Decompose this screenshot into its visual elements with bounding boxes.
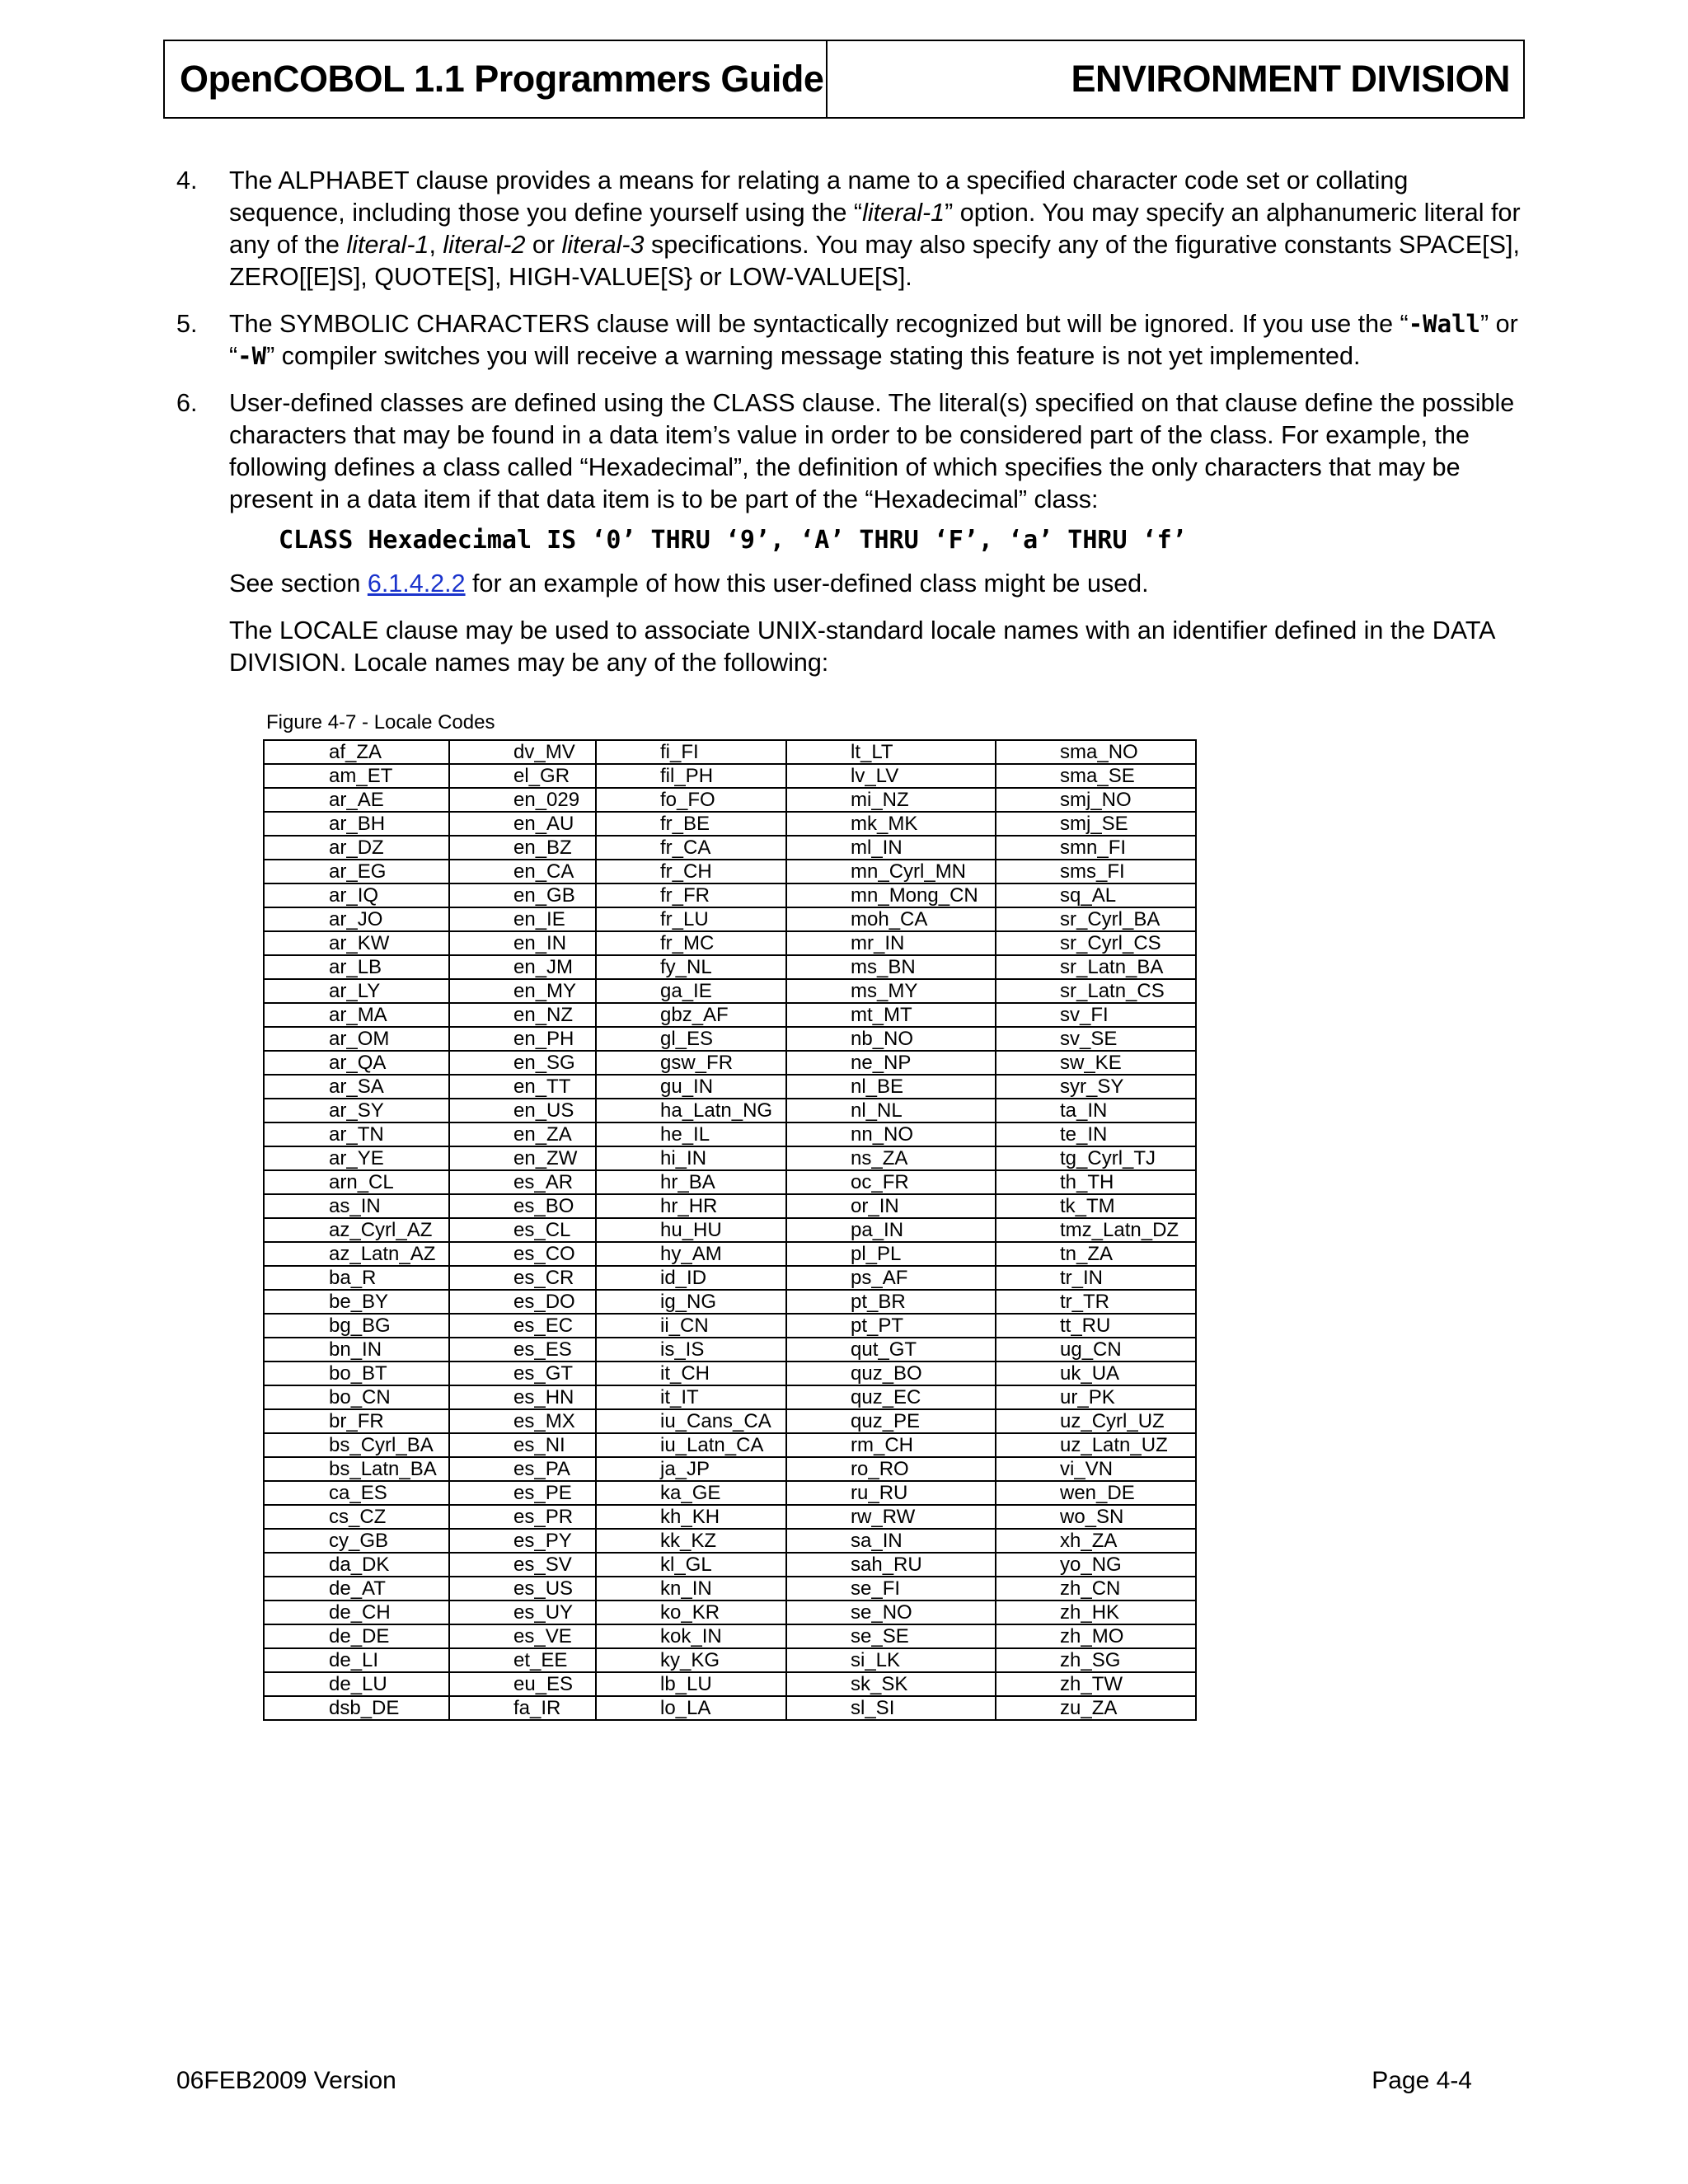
locale-code-cell: sk_SK: [786, 1672, 996, 1696]
table-row: [264, 836, 1196, 860]
locale-code-cell: en_SG: [449, 1051, 596, 1075]
locale-code-cell: en_CA: [449, 860, 596, 883]
locale-codes-table: [263, 739, 1197, 1721]
locale-code-cell: de_DE: [264, 1624, 449, 1648]
locale-code-cell: et_EE: [449, 1648, 596, 1672]
locale-code-cell: ar_SY: [264, 1099, 449, 1122]
locale-code-cell: be_BY: [264, 1290, 449, 1314]
locale-code-cell: lb_LU: [596, 1672, 786, 1696]
locale-code-cell: bn_IN: [264, 1338, 449, 1361]
locale-code-cell: ha_Latn_NG: [596, 1099, 786, 1122]
locale-code-cell: el_GR: [449, 764, 596, 788]
locale-code-cell: sv_SE: [996, 1027, 1196, 1051]
text-run: The SYMBOLIC CHARACTERS clause will be syntactically recognized but will be ignored. If you use the “: [229, 310, 1409, 338]
locale-code-cell: en_ZW: [449, 1146, 596, 1170]
locale-code-cell: zh_MO: [996, 1624, 1196, 1648]
table-row: [264, 1170, 1196, 1194]
locale-code-cell: bs_Cyrl_BA: [264, 1433, 449, 1457]
locale-code-cell: or_IN: [786, 1194, 996, 1218]
list-number: 6.: [176, 389, 198, 417]
locale-code-cell: dsb_DE: [264, 1696, 449, 1720]
table-row: [264, 1338, 1196, 1361]
locale-code-cell: en_JM: [449, 955, 596, 979]
body-text: [176, 165, 1528, 694]
locale-code-cell: mi_NZ: [786, 788, 996, 812]
locale-code-cell: sa_IN: [786, 1529, 996, 1553]
code-switch: -Wall: [1408, 310, 1481, 338]
locale-code-cell: az_Latn_AZ: [264, 1242, 449, 1266]
text-run: The ALPHABET clause provides a means for relating a name to a specified character code set or collating sequence, including those you define yourself using the “: [229, 166, 1409, 227]
locale-code-cell: es_BO: [449, 1194, 596, 1218]
code-switch: -W: [237, 342, 267, 370]
locale-code-cell: gu_IN: [596, 1075, 786, 1099]
locale-code-cell: hu_HU: [596, 1218, 786, 1242]
table-row: [264, 1672, 1196, 1696]
locale-code-cell: es_EC: [449, 1314, 596, 1338]
list-text: [229, 308, 1528, 373]
locale-code-cell: tt_RU: [996, 1314, 1196, 1338]
locale-paragraph: The LOCALE clause may be used to associate UNIX-standard locale names with an identifier defined in the DATA DIVISION. Locale names may be any of the following:: [229, 616, 1494, 677]
locale-code-cell: en_PH: [449, 1027, 596, 1051]
locale-code-cell: fr_FR: [596, 883, 786, 907]
locale-code-cell: hy_AM: [596, 1242, 786, 1266]
locale-code-cell: es_CR: [449, 1266, 596, 1290]
table-row: [264, 1314, 1196, 1338]
locale-code-cell: uk_UA: [996, 1361, 1196, 1385]
locale-code-cell: lv_LV: [786, 764, 996, 788]
locale-code-cell: ka_GE: [596, 1481, 786, 1505]
locale-code-cell: pl_PL: [786, 1242, 996, 1266]
locale-code-cell: smn_FI: [996, 836, 1196, 860]
locale-code-cell: ja_JP: [596, 1457, 786, 1481]
locale-code-cell: ar_SA: [264, 1075, 449, 1099]
italic-term: literal-3: [561, 231, 645, 259]
locale-code-cell: ps_AF: [786, 1266, 996, 1290]
table-row: [264, 1553, 1196, 1577]
locale-code-cell: zu_ZA: [996, 1696, 1196, 1720]
locale-code-cell: te_IN: [996, 1122, 1196, 1146]
locale-code-cell: vi_VN: [996, 1457, 1196, 1481]
table-row: [264, 1194, 1196, 1218]
locale-code-cell: nl_NL: [786, 1099, 996, 1122]
locale-code-cell: lt_LT: [786, 740, 996, 764]
locale-code-cell: kn_IN: [596, 1577, 786, 1601]
locale-code-cell: he_IL: [596, 1122, 786, 1146]
table-row: [264, 1361, 1196, 1385]
locale-code-cell: moh_CA: [786, 907, 996, 931]
table-row: [264, 812, 1196, 836]
table-row: [264, 1457, 1196, 1481]
locale-code-cell: ms_BN: [786, 955, 996, 979]
locale-code-cell: rm_CH: [786, 1433, 996, 1457]
locale-code-cell: quz_PE: [786, 1409, 996, 1433]
page-header: [163, 40, 1525, 119]
locale-code-cell: iu_Cans_CA: [596, 1409, 786, 1433]
locale-code-cell: mn_Mong_CN: [786, 883, 996, 907]
table-row: [264, 955, 1196, 979]
table-row: [264, 907, 1196, 931]
table-row: [264, 1385, 1196, 1409]
locale-code-cell: ii_CN: [596, 1314, 786, 1338]
locale-code-cell: da_DK: [264, 1553, 449, 1577]
locale-code-cell: af_ZA: [264, 740, 449, 764]
locale-code-cell: dv_MV: [449, 740, 596, 764]
locale-code-cell: en_TT: [449, 1075, 596, 1099]
locale-code-cell: mr_IN: [786, 931, 996, 955]
locale-code-cell: ar_JO: [264, 907, 449, 931]
locale-code-cell: hi_IN: [596, 1146, 786, 1170]
locale-code-cell: smj_NO: [996, 788, 1196, 812]
locale-code-cell: ar_LY: [264, 979, 449, 1003]
locale-code-cell: tr_IN: [996, 1266, 1196, 1290]
locale-code-cell: xh_ZA: [996, 1529, 1196, 1553]
table-row: [264, 1577, 1196, 1601]
locale-code-cell: arn_CL: [264, 1170, 449, 1194]
locale-code-cell: sms_FI: [996, 860, 1196, 883]
locale-table-body: [264, 740, 1196, 1720]
locale-code-cell: ko_KR: [596, 1601, 786, 1624]
locale-code-cell: se_SE: [786, 1624, 996, 1648]
locale-code-cell: kok_IN: [596, 1624, 786, 1648]
locale-code-cell: id_ID: [596, 1266, 786, 1290]
locale-code-cell: sr_Latn_CS: [996, 979, 1196, 1003]
locale-code-cell: cy_GB: [264, 1529, 449, 1553]
locale-code-cell: gl_ES: [596, 1027, 786, 1051]
list-text: [229, 165, 1528, 293]
locale-code-cell: ar_TN: [264, 1122, 449, 1146]
locale-code-cell: es_MX: [449, 1409, 596, 1433]
locale-code-cell: ns_ZA: [786, 1146, 996, 1170]
locale-code-cell: az_Cyrl_AZ: [264, 1218, 449, 1242]
locale-code-cell: uz_Latn_UZ: [996, 1433, 1196, 1457]
locale-code-cell: ml_IN: [786, 836, 996, 860]
locale-code-cell: as_IN: [264, 1194, 449, 1218]
footer-version: 06FEB2009 Version: [176, 2067, 396, 2094]
locale-code-cell: es_GT: [449, 1361, 596, 1385]
table-row: [264, 1529, 1196, 1553]
locale-code-cell: es_PA: [449, 1457, 596, 1481]
locale-code-cell: ca_ES: [264, 1481, 449, 1505]
locale-code-cell: se_FI: [786, 1577, 996, 1601]
see-section-paragraph: [229, 568, 1528, 600]
list-item-4: [176, 165, 1528, 293]
table-row: [264, 1505, 1196, 1529]
locale-code-cell: quz_BO: [786, 1361, 996, 1385]
locale-code-cell: ar_BH: [264, 812, 449, 836]
text-run: See section: [229, 569, 368, 598]
code-example: CLASS Hexadecimal IS ‘0’ THRU ‘9’, ‘A’ THRU ‘F’, ‘a’ THRU ‘f’: [279, 526, 1187, 555]
locale-code-cell: hr_HR: [596, 1194, 786, 1218]
locale-code-cell: kk_KZ: [596, 1529, 786, 1553]
locale-code-cell: mt_MT: [786, 1003, 996, 1027]
locale-code-cell: en_MY: [449, 979, 596, 1003]
locale-code-cell: de_AT: [264, 1577, 449, 1601]
locale-code-cell: nl_BE: [786, 1075, 996, 1099]
locale-code-cell: ro_RO: [786, 1457, 996, 1481]
locale-code-cell: sma_SE: [996, 764, 1196, 788]
locale-code-cell: fa_IR: [449, 1696, 596, 1720]
locale-code-cell: es_UY: [449, 1601, 596, 1624]
locale-code-cell: es_NI: [449, 1433, 596, 1457]
locale-code-cell: ky_KG: [596, 1648, 786, 1672]
locale-code-cell: fy_NL: [596, 955, 786, 979]
locale-code-cell: fr_LU: [596, 907, 786, 931]
footer-page-number: Page 4-4: [1372, 2067, 1472, 2094]
locale-code-cell: zh_CN: [996, 1577, 1196, 1601]
locale-code-cell: fil_PH: [596, 764, 786, 788]
locale-code-cell: fr_MC: [596, 931, 786, 955]
locale-code-cell: fr_CA: [596, 836, 786, 860]
locale-code-cell: qut_GT: [786, 1338, 996, 1361]
table-row: [264, 1290, 1196, 1314]
locale-code-cell: fi_FI: [596, 740, 786, 764]
locale-code-cell: it_IT: [596, 1385, 786, 1409]
section-link[interactable]: 6.1.4.2.2: [367, 569, 466, 598]
list-item-6: [176, 387, 1528, 516]
locale-code-cell: quz_EC: [786, 1385, 996, 1409]
locale-code-cell: mk_MK: [786, 812, 996, 836]
table-row: [264, 883, 1196, 907]
locale-code-cell: nn_NO: [786, 1122, 996, 1146]
locale-code-cell: sma_NO: [996, 740, 1196, 764]
locale-code-cell: gbz_AF: [596, 1003, 786, 1027]
locale-code-cell: si_LK: [786, 1648, 996, 1672]
locale-code-cell: ar_EG: [264, 860, 449, 883]
locale-code-cell: smj_SE: [996, 812, 1196, 836]
locale-code-cell: nb_NO: [786, 1027, 996, 1051]
locale-code-cell: en_AU: [449, 812, 596, 836]
italic-term: literal-2: [443, 231, 526, 259]
locale-code-cell: oc_FR: [786, 1170, 996, 1194]
table-row: [264, 1146, 1196, 1170]
locale-code-cell: ar_KW: [264, 931, 449, 955]
locale-code-cell: en_ZA: [449, 1122, 596, 1146]
locale-code-cell: en_BZ: [449, 836, 596, 860]
table-row: [264, 1122, 1196, 1146]
text-run: for an example of how this user-defined class might be used.: [465, 569, 1149, 598]
locale-code-cell: ug_CN: [996, 1338, 1196, 1361]
locale-code-cell: sr_Cyrl_CS: [996, 931, 1196, 955]
locale-code-cell: ar_DZ: [264, 836, 449, 860]
locale-code-cell: ar_IQ: [264, 883, 449, 907]
locale-code-cell: es_AR: [449, 1170, 596, 1194]
locale-code-cell: wen_DE: [996, 1481, 1196, 1505]
locale-code-cell: de_CH: [264, 1601, 449, 1624]
table-row: [264, 1409, 1196, 1433]
table-row: [264, 1242, 1196, 1266]
locale-code-cell: rw_RW: [786, 1505, 996, 1529]
locale-code-cell: kl_GL: [596, 1553, 786, 1577]
locale-code-cell: tn_ZA: [996, 1242, 1196, 1266]
locale-code-cell: bs_Latn_BA: [264, 1457, 449, 1481]
locale-code-cell: cs_CZ: [264, 1505, 449, 1529]
locale-code-cell: ar_YE: [264, 1146, 449, 1170]
table-row: [264, 979, 1196, 1003]
locale-code-cell: ms_MY: [786, 979, 996, 1003]
locale-code-cell: tr_TR: [996, 1290, 1196, 1314]
table-row: [264, 1099, 1196, 1122]
table-row: [264, 931, 1196, 955]
section-title: ENVIRONMENT DIVISION: [1071, 58, 1510, 100]
locale-code-cell: mn_Cyrl_MN: [786, 860, 996, 883]
locale-code-cell: syr_SY: [996, 1075, 1196, 1099]
locale-code-cell: pa_IN: [786, 1218, 996, 1242]
locale-code-cell: zh_TW: [996, 1672, 1196, 1696]
locale-code-cell: zh_SG: [996, 1648, 1196, 1672]
locale-code-cell: se_NO: [786, 1601, 996, 1624]
locale-code-cell: br_FR: [264, 1409, 449, 1433]
locale-code-cell: es_CL: [449, 1218, 596, 1242]
list-text: User-defined classes are defined using the CLASS clause. The literal(s) specified on that clause define the possible characters that may be found in a data item’s value in order to be considered part of the class. For example, the following defines a class called “Hexadecimal”, the definition of which specifies the only characters that may be present in a data item if that data item is to be part of the “Hexadecimal” class:: [229, 389, 1515, 513]
locale-code-cell: is_IS: [596, 1338, 786, 1361]
locale-code-cell: tg_Cyrl_TJ: [996, 1146, 1196, 1170]
locale-code-cell: es_PY: [449, 1529, 596, 1553]
locale-code-cell: th_TH: [996, 1170, 1196, 1194]
locale-code-cell: uz_Cyrl_UZ: [996, 1409, 1196, 1433]
table-row: [264, 1266, 1196, 1290]
locale-code-cell: ru_RU: [786, 1481, 996, 1505]
text-run: specifications. You may also specify any of the figurative constants SPACE[S], ZERO[[E]S], QUOTE[S], HIGH-VALUE[S} or LOW-VALUE[S].: [229, 231, 1520, 291]
italic-term: literal-1: [346, 231, 429, 259]
locale-code-cell: ar_OM: [264, 1027, 449, 1051]
locale-code-cell: bo_CN: [264, 1385, 449, 1409]
text-run: ” compiler switches you will receive a warning message stating this feature is not yet implemented.: [266, 342, 1361, 370]
locale-code-cell: sw_KE: [996, 1051, 1196, 1075]
locale-code-cell: iu_Latn_CA: [596, 1433, 786, 1457]
table-row: [264, 1648, 1196, 1672]
table-row: [264, 1027, 1196, 1051]
locale-code-cell: lo_LA: [596, 1696, 786, 1720]
locale-code-cell: pt_BR: [786, 1290, 996, 1314]
locale-code-cell: fr_CH: [596, 860, 786, 883]
locale-code-cell: tmz_Latn_DZ: [996, 1218, 1196, 1242]
table-row: [264, 1624, 1196, 1648]
locale-code-cell: ar_QA: [264, 1051, 449, 1075]
locale-code-cell: ne_NP: [786, 1051, 996, 1075]
locale-code-cell: en_GB: [449, 883, 596, 907]
text-run: ” option. You may specify an alphanumeric literal for any of the: [229, 199, 1521, 259]
locale-code-cell: en_IN: [449, 931, 596, 955]
locale-code-cell: sr_Cyrl_BA: [996, 907, 1196, 931]
locale-code-cell: es_VE: [449, 1624, 596, 1648]
table-row: [264, 1481, 1196, 1505]
table-row: [264, 1003, 1196, 1027]
text-run: ” or “: [229, 310, 1518, 370]
table-row: [264, 1433, 1196, 1457]
table-row: [264, 1696, 1196, 1720]
locale-code-cell: de_LI: [264, 1648, 449, 1672]
locale-code-cell: sl_SI: [786, 1696, 996, 1720]
locale-code-cell: es_DO: [449, 1290, 596, 1314]
figure-caption: Figure 4-7 - Locale Codes: [266, 711, 495, 733]
locale-code-cell: zh_HK: [996, 1601, 1196, 1624]
locale-code-cell: am_ET: [264, 764, 449, 788]
locale-code-cell: yo_NG: [996, 1553, 1196, 1577]
table-row: [264, 860, 1196, 883]
locale-code-cell: es_ES: [449, 1338, 596, 1361]
locale-code-cell: sq_AL: [996, 883, 1196, 907]
locale-code-cell: de_LU: [264, 1672, 449, 1696]
locale-code-cell: en_NZ: [449, 1003, 596, 1027]
document-title: OpenCOBOL 1.1 Programmers Guide: [165, 41, 828, 117]
locale-code-cell: sv_FI: [996, 1003, 1196, 1027]
table-row: [264, 1218, 1196, 1242]
locale-code-cell: sah_RU: [786, 1553, 996, 1577]
italic-term: literal-1: [862, 199, 945, 227]
locale-code-cell: bg_BG: [264, 1314, 449, 1338]
locale-code-cell: en_029: [449, 788, 596, 812]
list-number: 5.: [176, 310, 198, 338]
locale-code-cell: hr_BA: [596, 1170, 786, 1194]
locale-code-cell: tk_TM: [996, 1194, 1196, 1218]
locale-code-cell: ar_MA: [264, 1003, 449, 1027]
locale-code-cell: es_PE: [449, 1481, 596, 1505]
locale-code-cell: ur_PK: [996, 1385, 1196, 1409]
locale-code-cell: wo_SN: [996, 1505, 1196, 1529]
locale-code-cell: es_US: [449, 1577, 596, 1601]
list-item-5: [176, 308, 1528, 373]
table-row: [264, 788, 1196, 812]
locale-code-cell: fo_FO: [596, 788, 786, 812]
table-row: [264, 764, 1196, 788]
locale-code-cell: kh_KH: [596, 1505, 786, 1529]
locale-code-cell: en_IE: [449, 907, 596, 931]
locale-code-cell: eu_ES: [449, 1672, 596, 1696]
locale-code-cell: ba_R: [264, 1266, 449, 1290]
locale-code-cell: fr_BE: [596, 812, 786, 836]
locale-code-cell: en_US: [449, 1099, 596, 1122]
locale-code-cell: ig_NG: [596, 1290, 786, 1314]
list-number: 4.: [176, 166, 198, 194]
locale-code-cell: es_SV: [449, 1553, 596, 1577]
locale-code-cell: pt_PT: [786, 1314, 996, 1338]
locale-code-cell: es_HN: [449, 1385, 596, 1409]
locale-code-cell: es_PR: [449, 1505, 596, 1529]
locale-code-cell: ar_LB: [264, 955, 449, 979]
text-run: ,: [429, 231, 443, 259]
locale-code-cell: it_CH: [596, 1361, 786, 1385]
table-row: [264, 1051, 1196, 1075]
locale-code-cell: bo_BT: [264, 1361, 449, 1385]
locale-code-cell: es_CO: [449, 1242, 596, 1266]
locale-code-cell: sr_Latn_BA: [996, 955, 1196, 979]
locale-code-cell: ga_IE: [596, 979, 786, 1003]
table-row: [264, 1075, 1196, 1099]
text-run: or: [525, 231, 562, 259]
table-row: [264, 1601, 1196, 1624]
table-row: [264, 740, 1196, 764]
locale-code-cell: gsw_FR: [596, 1051, 786, 1075]
locale-code-cell: ta_IN: [996, 1099, 1196, 1122]
locale-code-cell: ar_AE: [264, 788, 449, 812]
